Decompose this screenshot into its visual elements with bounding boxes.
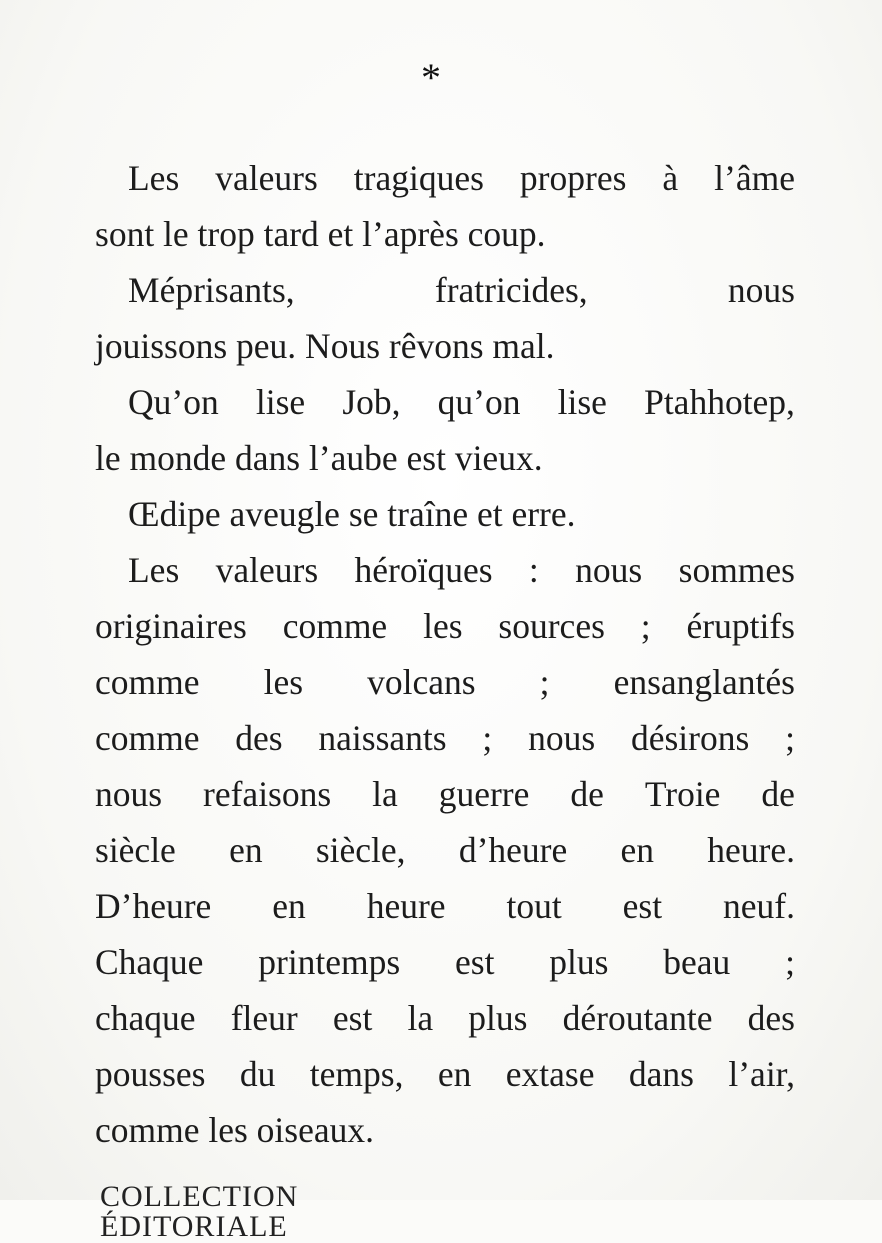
word: les (263, 662, 304, 702)
word: l’âme (714, 158, 795, 198)
body-text (95, 150, 795, 1158)
word: d’heure (458, 830, 568, 870)
word: Les (128, 550, 180, 590)
word: Les (128, 158, 180, 198)
text-line: sont le trop tard et l’après coup. (95, 214, 546, 254)
text-line (95, 654, 795, 710)
text-line (95, 822, 795, 878)
word: beau (663, 942, 731, 982)
cropped-footer-text (100, 1180, 420, 1243)
word: ensanglantés (613, 662, 795, 702)
word: en (437, 1054, 472, 1094)
word: en (229, 830, 263, 870)
word: du (239, 1054, 276, 1094)
word: propres (519, 158, 627, 198)
word: volcans (367, 662, 476, 702)
word: des (235, 718, 283, 758)
word: guerre (438, 774, 530, 814)
text-line: jouissons peu. Nous rêvons mal. (95, 326, 555, 366)
word: désirons (630, 718, 750, 758)
word: qu’on (437, 382, 521, 422)
text-line (95, 710, 795, 766)
word: neuf. (723, 886, 795, 926)
word: heure (366, 886, 446, 926)
paragraph-2 (95, 262, 795, 374)
word: dans (628, 1054, 694, 1094)
word: à (662, 158, 679, 198)
text-line (95, 150, 795, 206)
word: Troie (644, 774, 721, 814)
word: plus (549, 942, 609, 982)
word: plus (468, 998, 528, 1038)
word: est (455, 942, 495, 982)
word: est (622, 886, 663, 926)
paragraph-3 (95, 374, 795, 486)
word: nous (575, 550, 643, 590)
text-line (95, 542, 795, 598)
word: tragiques (353, 158, 484, 198)
word: Job, (342, 382, 401, 422)
word: de (761, 774, 795, 814)
text-line: Œdipe aveugle se traîne et erre. (128, 494, 576, 534)
text-line (95, 262, 795, 318)
word: Ptahhotep, (644, 382, 795, 422)
text-line (95, 598, 795, 654)
footer-fragment: COLLECTION ÉDITORIALE (100, 1180, 299, 1243)
word: comme (282, 606, 388, 646)
word: temps, (309, 1054, 404, 1094)
text-line: comme les oiseaux. (95, 1110, 374, 1150)
word: éruptifs (686, 606, 795, 646)
word: héroïques (354, 550, 493, 590)
text-line: le monde dans l’aube est vieux. (95, 438, 543, 478)
word: siècle, (315, 830, 406, 870)
paragraph-1 (95, 150, 795, 262)
word: Chaque (95, 942, 204, 982)
text-line (95, 1046, 795, 1102)
word: la (372, 774, 398, 814)
word: lise (557, 382, 607, 422)
word: en (620, 830, 655, 870)
word: est (332, 998, 373, 1038)
word: nous (528, 718, 596, 758)
word: des (747, 998, 795, 1038)
word: fleur (230, 998, 298, 1038)
word: tout (506, 886, 562, 926)
word: siècle (95, 830, 176, 870)
word: heure. (707, 830, 795, 870)
word: ; (482, 718, 493, 758)
word: valeurs (215, 158, 318, 198)
word: chaque (95, 998, 196, 1038)
word: nous (727, 270, 795, 310)
word: ; (785, 942, 795, 982)
word: comme (95, 662, 200, 702)
word: les (423, 606, 463, 646)
word: printemps (258, 942, 401, 982)
word: ; (539, 662, 550, 702)
word: lise (255, 382, 306, 422)
word: déroutante (562, 998, 713, 1038)
word: refaisons (203, 774, 332, 814)
paragraph-5 (95, 542, 795, 1158)
word: : (528, 550, 539, 590)
text-line (95, 878, 795, 934)
word: sommes (678, 550, 795, 590)
section-ornament: * (421, 55, 441, 100)
word: de (570, 774, 604, 814)
word: ; (785, 718, 795, 758)
word: nous (95, 774, 163, 814)
word: comme (95, 718, 200, 758)
word: originaires (95, 606, 247, 646)
word: ; (640, 606, 651, 646)
text-line (95, 990, 795, 1046)
word: la (407, 998, 434, 1038)
word: naissants (318, 718, 447, 758)
word: fratricides, (434, 270, 588, 310)
word: pousses (95, 1054, 206, 1094)
word: sources (498, 606, 605, 646)
word: en (272, 886, 306, 926)
word: D’heure (95, 886, 212, 926)
text-line (95, 374, 795, 430)
word: Méprisants, (128, 270, 295, 310)
text-line (95, 766, 795, 822)
word: extase (505, 1054, 595, 1094)
text-line (95, 934, 795, 990)
word: Qu’on (128, 382, 219, 422)
word: valeurs (215, 550, 319, 590)
paragraph-4 (95, 486, 795, 542)
word: l’air, (728, 1054, 795, 1094)
